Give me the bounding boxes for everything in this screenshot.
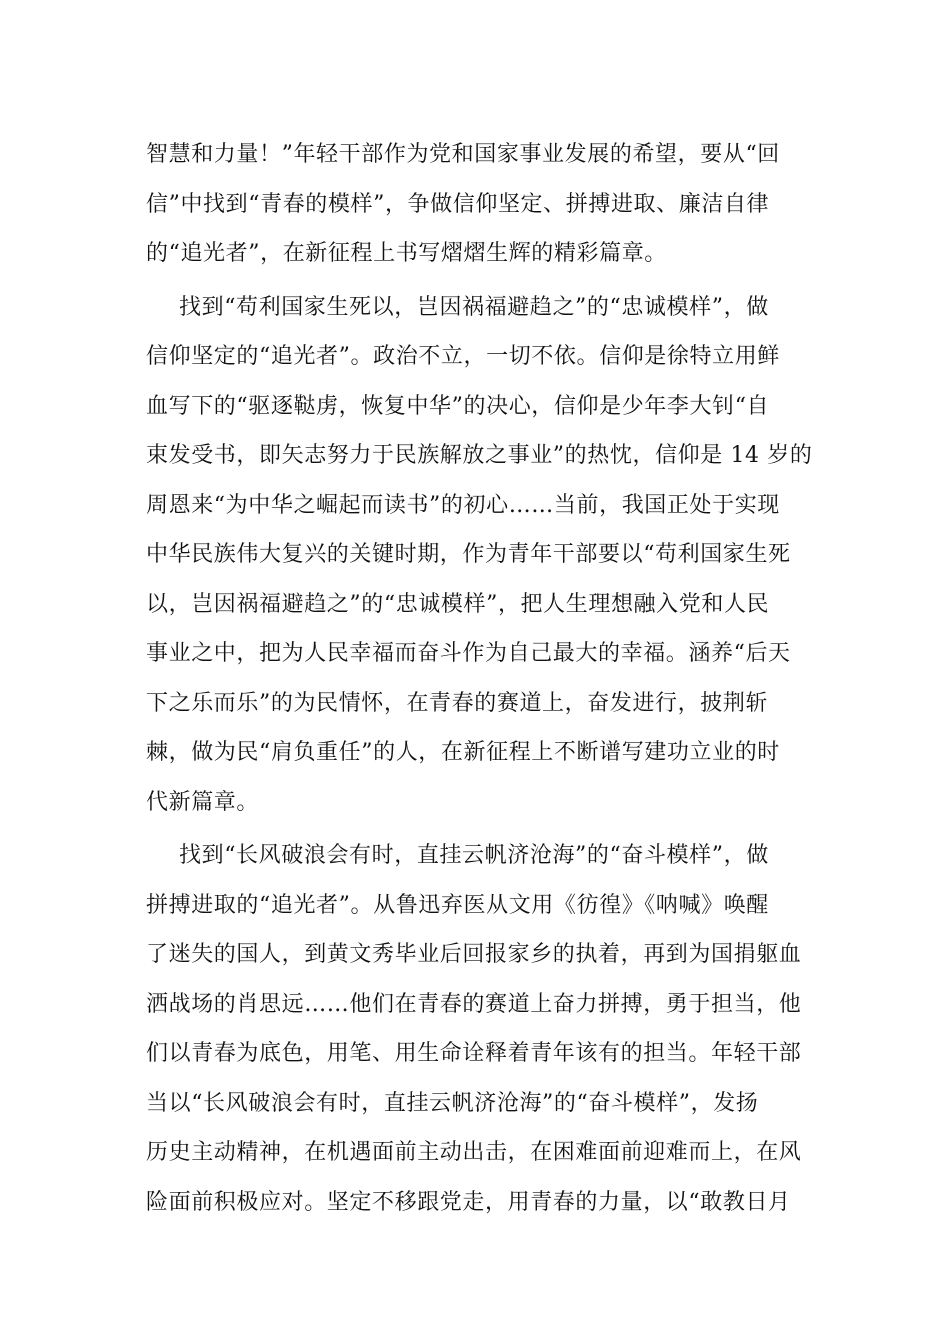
text-line: 棘，做为民“肩负重任”的人，在新征程上不断谱写建功立业的时 [146,740,780,765]
text-line: 周恩来“为中华之崛起而读书”的初心……当前，我国正处于实现 [146,492,780,518]
text-line: 找到“苟利国家生死以，岂因祸福避趋之”的“忠诚模样”，做 [179,294,769,320]
paragraph [146,283,826,828]
text-line: 的“追光者”，在新征程上书写熠熠生辉的精彩篇章。 [146,241,667,266]
text-line: 拼搏进取的“追光者”。从鲁迅弃医从文用《彷徨》《呐喊》唤醒 [146,892,769,918]
document-body [146,130,826,1227]
paragraph [146,130,826,279]
text-line: 束发受书，即矢志努力于民族解放之事业”的热忱，信仰是 14 岁的 [146,443,813,468]
text-line: 信仰坚定的“追光者”。政治不立，一切不依。信仰是徐特立用鲜 [146,344,780,369]
text-line: 事业之中，把为人民幸福而奋斗作为自己最大的幸福。涵养“后天 [146,641,791,666]
text-line: 代新篇章。 [146,789,260,815]
text-line: 以，岂因祸福避趋之”的“忠诚模样”，把人生理想融入党和人民 [146,591,770,617]
text-line: 洒战场的肖思远……他们在青春的赛道上奋力拼搏，勇于担当，他 [146,991,802,1017]
text-line: 血写下的“驱逐鞑虏，恢复中华”的决心，信仰是少年李大钊“自 [146,393,770,419]
text-line: 找到“长风破浪会有时，直挂云帆济沧海”的“奋斗模样”，做 [179,843,769,868]
text-line: 中华民族伟大复兴的关键时期，作为青年干部要以“苟利国家生死 [146,542,791,567]
text-line: 险面前积极应对。坚定不移跟党走，用青春的力量，以“敢教日月 [146,1189,791,1215]
text-line: 了迷失的国人，到黄文秀毕业后回报家乡的执着，再到为国捐躯血 [146,942,802,967]
text-line: 当以“长风破浪会有时，直挂云帆济沧海”的“奋斗模样”，发扬 [146,1090,759,1116]
text-line: 下之乐而乐”的为民情怀，在青春的赛道上，奋发进行，披荆斩 [146,690,769,716]
text-line: 们以青春为底色，用笔、用生命诠释着青年该有的担当。年轻干部 [146,1041,802,1066]
text-line: 历史主动精神，在机遇面前主动出击，在困难面前迎难而上，在风 [146,1140,802,1165]
text-line: 智慧和力量！”年轻干部作为党和国家事业发展的希望，要从“回 [146,142,780,167]
text-line: 信”中找到“青春的模样”，争做信仰坚定、拼搏进取、廉洁自律 [146,191,770,217]
paragraph [146,831,826,1227]
